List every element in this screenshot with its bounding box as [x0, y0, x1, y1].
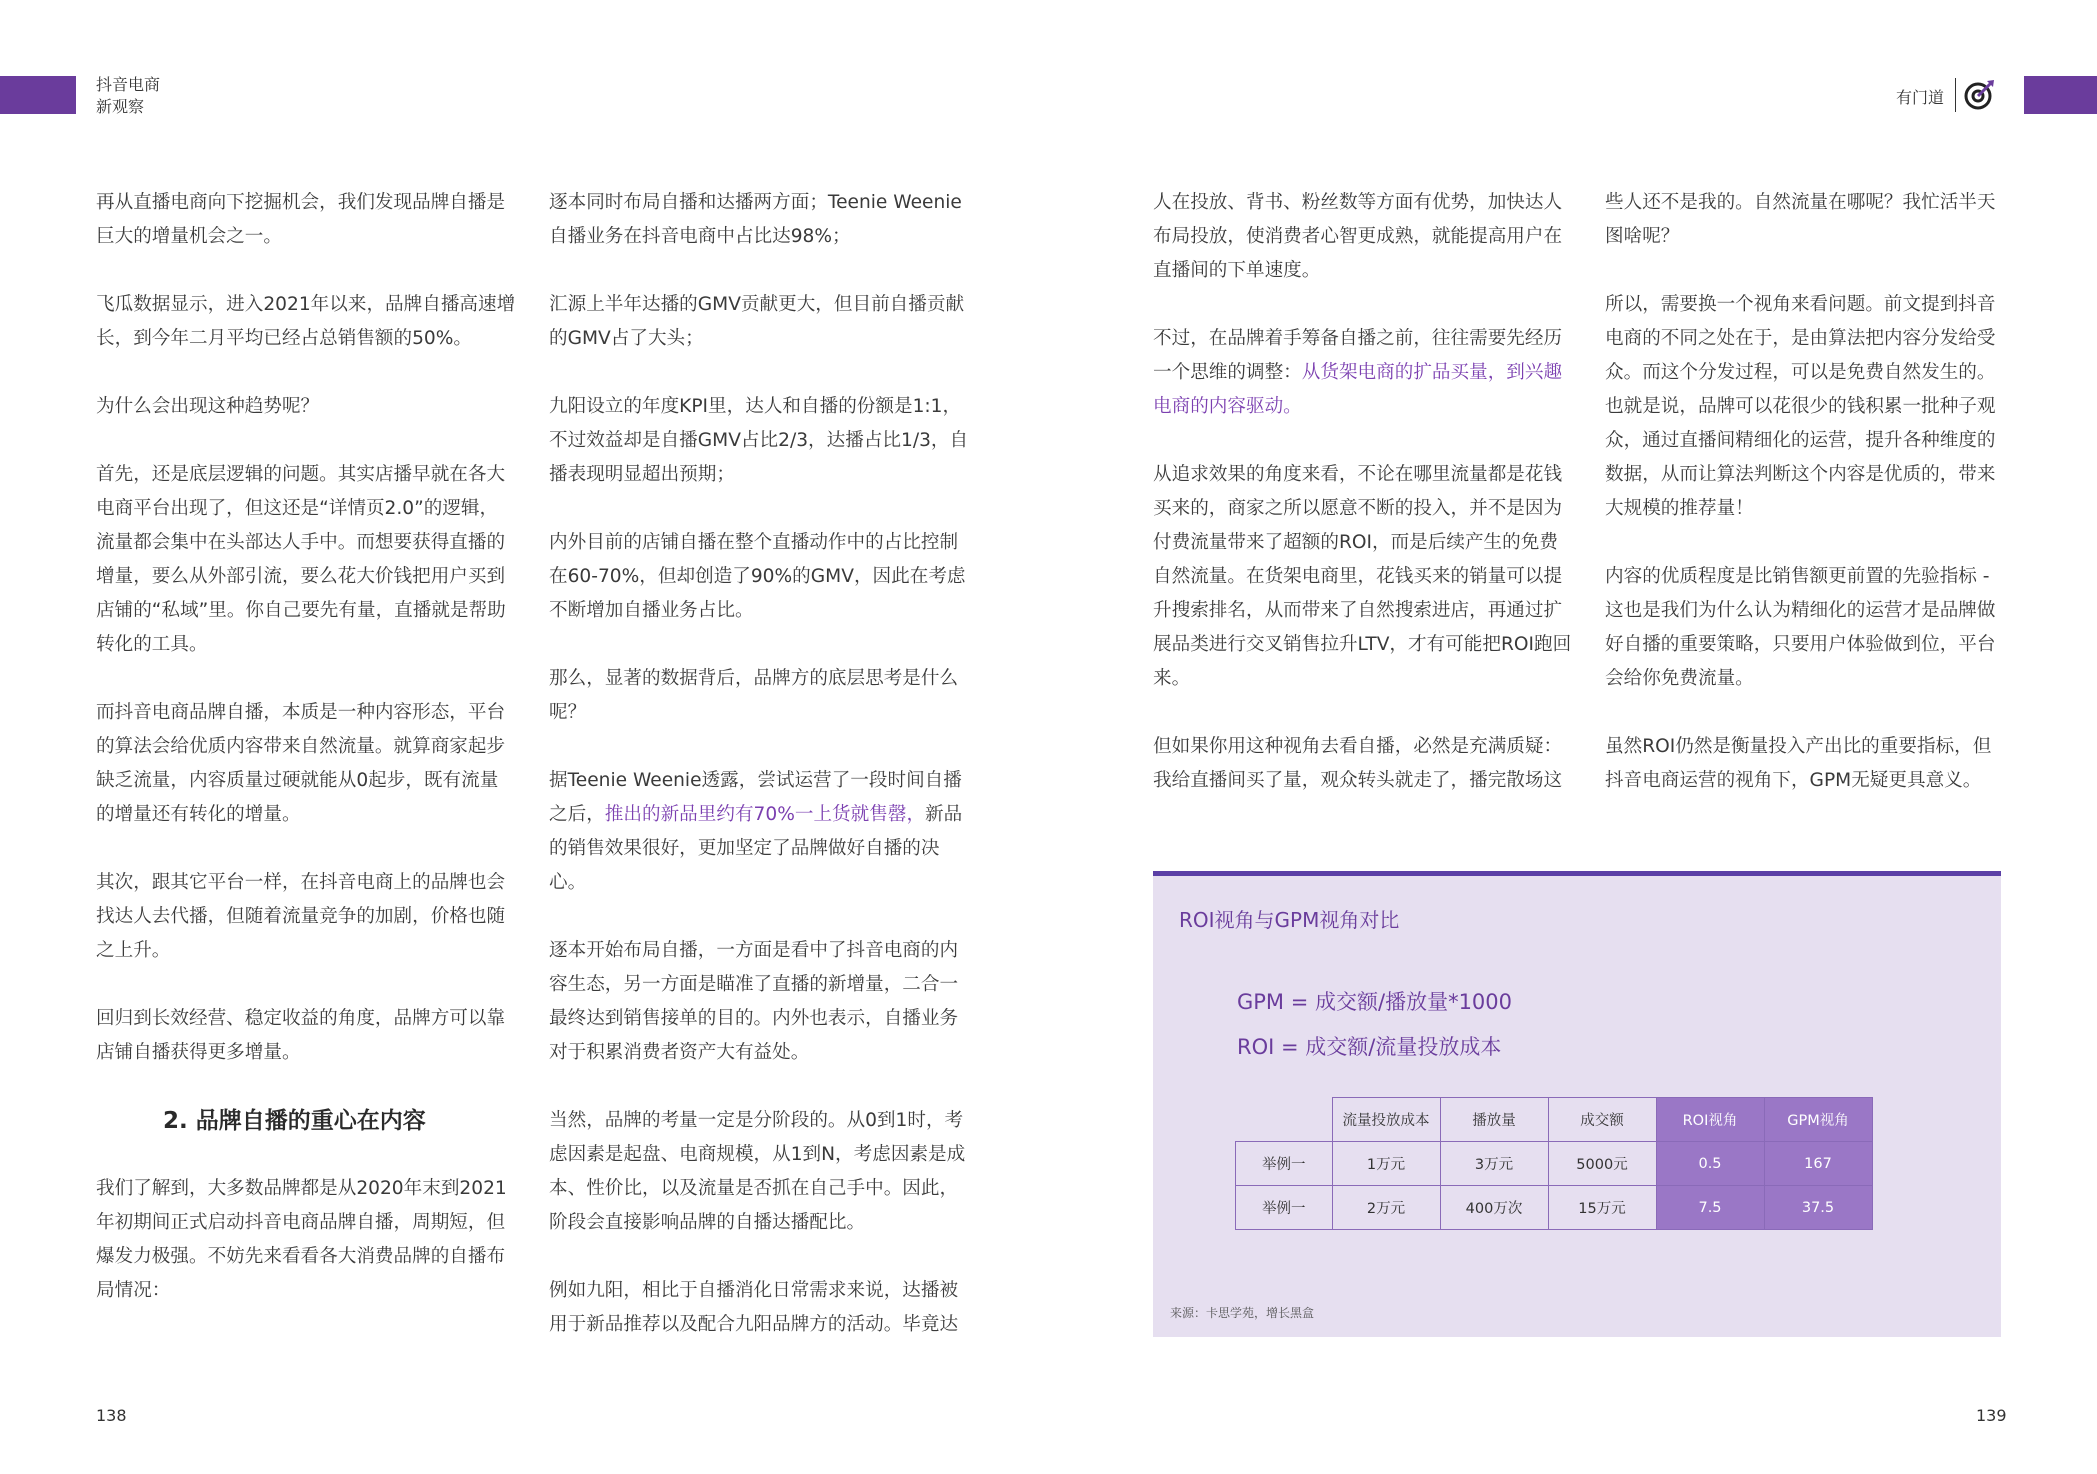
- highlighted-text: 从货架电商的扩品买量，到兴趣电商的内容驱动。: [1153, 362, 1563, 417]
- table-cell: 167: [1764, 1142, 1872, 1186]
- paragraph: 其次，跟其它平台一样，在抖音电商上的品牌也会找达人去代播，但随着流量竞争的加剧，价格也随之上升。: [96, 872, 506, 961]
- table-header-cell: 流量投放成本: [1332, 1098, 1440, 1142]
- paragraph: 逐本开始布局自播，一方面是看中了抖音电商的内容生态，另一方面是瞄准了直播的新增量，二合一最终达到销售接单的目的。内外也表示，自播业务对于积累消费者资产大有益处。: [549, 940, 959, 1063]
- table-cell: 15万元: [1548, 1186, 1656, 1230]
- table-cell: 3万元: [1440, 1142, 1548, 1186]
- paragraph: [549, 764, 969, 900]
- source-note: 来源：卡思学苑，增长黑盒: [1170, 1306, 1315, 1320]
- paragraph: 所以，需要换一个视角来看问题。前文提到抖音电商的不同之处在于，是由算法把内容分发给受众。而这个分发过程，可以是免费自然发生的。也就是说，品牌可以花很少的钱积累一批种子观众，通过直播间精细化的运营，提升各种维度的数据，从而让算法判断这个内容是优质的，带来大规模的推荐量！: [1605, 294, 1996, 519]
- header-accent-bar-right: [2024, 76, 2097, 114]
- table-cell: 举例一: [1236, 1186, 1333, 1230]
- table-cell: 37.5: [1764, 1186, 1872, 1230]
- paragraph: 首先，还是底层逻辑的问题。其实店播早就在各大电商平台出现了，但这还是“详情页2.0”的逻辑，流量都会集中在头部达人手中。而想要获得直播的增量，要么从外部引流，要么花大价钱把用户买到店铺的“私域”里。你自己要先有量，直播就是帮助转化的工具。: [96, 464, 506, 655]
- paragraph: 我们了解到，大多数品牌都是从2020年末到2021年初期间正式启动抖音电商品牌自播，周期短，但爆发力极强。不妨先来看看各大消费品牌的自播布局情况：: [96, 1178, 507, 1301]
- table-cell: 2万元: [1332, 1186, 1440, 1230]
- paragraph: 些人还不是我的。自然流量在哪呢？我忙活半天图啥呢？: [1605, 192, 1996, 247]
- paragraph: 逐本同时布局自播和达播两方面；Teenie Weenie自播业务在抖音电商中占比达98%；: [549, 192, 962, 247]
- table-cell: 5000元: [1548, 1142, 1656, 1186]
- page-number-left: 138: [96, 1406, 127, 1425]
- comparison-table: [1235, 1097, 1873, 1230]
- roi-gpm-comparison-box: [1153, 871, 2001, 1337]
- table-cell: 1万元: [1332, 1142, 1440, 1186]
- table-cell: 7.5: [1656, 1186, 1764, 1230]
- paragraph: 但如果你用这种视角去看自播，必然是充满质疑：我给直播间买了量，观众转头就走了，播完散场这: [1153, 736, 1563, 791]
- paragraph: 再从直播电商向下挖掘机会，我们发现品牌自播是巨大的增量机会之一。: [96, 192, 506, 247]
- paragraph: 人在投放、背书、粉丝数等方面有优势，加快达人布局投放，使消费者心智更成熟，就能提高用户在直播间的下单速度。: [1153, 192, 1563, 281]
- box-title: ROI视角与GPM视角对比: [1179, 908, 1400, 932]
- paragraph: 当然，品牌的考量一定是分阶段的。从0到1时，考虑因素是起盘、电商规模，从1到N，考虑因素是成本、性价比，以及流量是否抓在自己手中。因此，阶段会直接影响品牌的自播达播配比。: [549, 1110, 966, 1233]
- header-line1: 抖音电商: [96, 75, 161, 94]
- gpm-formula: GPM = 成交额/播放量*1000: [1237, 990, 1513, 1014]
- table-row: [1236, 1142, 1873, 1186]
- table-header-cell: GPM视角: [1764, 1098, 1872, 1142]
- table-header-cell: [1236, 1098, 1333, 1142]
- section-title: 2. 品牌自播的重心在内容: [163, 1108, 426, 1134]
- header-line2: 新观察: [96, 97, 145, 116]
- table-row: [1236, 1186, 1873, 1230]
- paragraph: 虽然ROI仍然是衡量投入产出比的重要指标，但抖音电商运营的视角下，GPM无疑更具意义。: [1605, 736, 1992, 791]
- header-section-label: [96, 74, 160, 118]
- header-brand: 有门道: [1896, 88, 1945, 107]
- text-run: 据Teenie Weenie透露，尝试运营了一段时间自播之后，: [549, 770, 962, 825]
- page-number-right: 139: [1976, 1406, 2007, 1425]
- table-header-cell: ROI视角: [1656, 1098, 1764, 1142]
- roi-formula: ROI = 成交额/流量投放成本: [1237, 1035, 1502, 1059]
- table-header-cell: 成交额: [1548, 1098, 1656, 1142]
- paragraph: 那么，显著的数据背后，品牌方的底层思考是什么呢？: [549, 668, 959, 723]
- paragraph: 内容的优质程度是比销售额更前置的先验指标 - 这也是我们为什么认为精细化的运营才是品牌做好自播的重要策略，只要用户体验做到位，平台会给你免费流量。: [1605, 566, 1996, 689]
- column-1: [96, 186, 516, 1342]
- table-header-cell: 播放量: [1440, 1098, 1548, 1142]
- paragraph: 回归到长效经营、稳定收益的角度，品牌方可以靠店铺自播获得更多增量。: [96, 1008, 506, 1063]
- paragraph: 例如九阳，相比于自播消化日常需求来说，达播被用于新品推荐以及配合九阳品牌方的活动。毕竟达: [549, 1280, 959, 1335]
- table-cell: 举例一: [1236, 1142, 1333, 1186]
- header-divider: [1955, 78, 1956, 112]
- column-4: [1605, 186, 2005, 832]
- table-cell: 0.5: [1656, 1142, 1764, 1186]
- column-3: [1153, 186, 1573, 832]
- paragraph: 而抖音电商品牌自播，本质是一种内容形态，平台的算法会给优质内容带来自然流量。就算商家起步缺乏流量，内容质量过硬就能从0起步，既有流量的增量还有转化的增量。: [96, 702, 506, 825]
- paragraph: 九阳设立的年度KPI里，达人和自播的份额是1:1，不过效益却是自播GMV占比2/3，达播占比1/3，自播表现明显超出预期；: [549, 396, 969, 485]
- highlighted-text: 推出的新品里约有70%一上货就售罄，: [604, 804, 926, 825]
- header-accent-bar-left: [0, 76, 76, 114]
- text-run: 新品的销售效果很好，更加坚定了品牌做好自播的决心。: [549, 804, 963, 893]
- paragraph: 为什么会出现这种趋势呢？: [96, 396, 320, 417]
- paragraph: 飞瓜数据显示，进入2021年以来，品牌自播高速增长，到今年二月平均已经占总销售额的50%。: [96, 294, 516, 349]
- paragraph: [1153, 322, 1573, 424]
- paragraph: 从追求效果的角度来看，不论在哪里流量都是花钱买来的，商家之所以愿意不断的投入，并不是因为付费流量带来了超额的ROI，而是后续产生的免费自然流量。在货架电商里，花钱买来的销量可以提升搜索排名，从而带来了自然搜索进店，再通过扩展品类进行交叉销售拉升LTV，才有可能把ROI跑回来。: [1153, 464, 1572, 689]
- table-cell: 400万次: [1440, 1186, 1548, 1230]
- column-2: [549, 186, 969, 1376]
- table-header-row: [1236, 1098, 1873, 1142]
- paragraph: 内外目前的店铺自播在整个直播动作中的占比控制在60-70%，但却创造了90%的GMV，因此在考虑不断增加自播业务占比。: [549, 532, 966, 621]
- text-run: 不过，在品牌着手筹备自播之前，往往需要先经历一个思维的调整：: [1153, 328, 1563, 383]
- paragraph: 汇源上半年达播的GMV贡献更大，但目前自播贡献的GMV占了大头；: [549, 294, 965, 349]
- target-dart-icon: [1962, 78, 1996, 112]
